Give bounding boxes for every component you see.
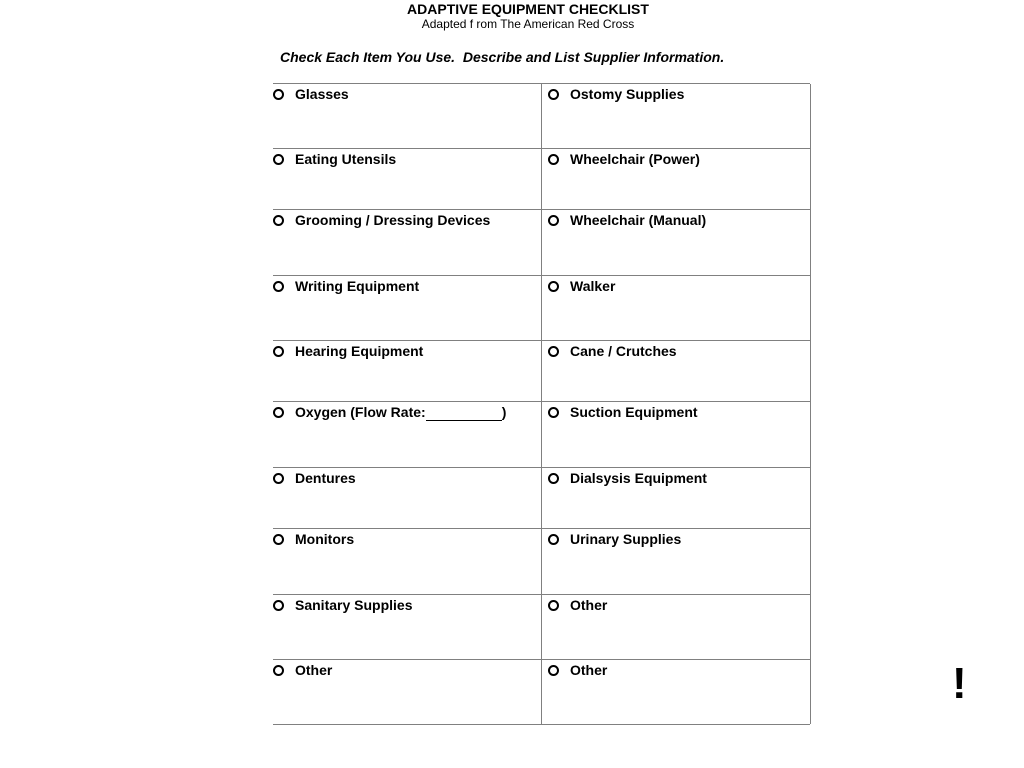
checklist-cell [542,84,810,148]
item-label: Wheelchair (Manual) [570,212,707,228]
item-label: Dentures [295,470,356,486]
item-label: Other [570,662,608,678]
item-label: Urinary Supplies [570,531,682,547]
page-title: ADAPTIVE EQUIPMENT CHECKLIST [407,1,649,17]
checkbox-circle-icon[interactable] [273,473,284,484]
checklist-cell [273,341,541,401]
checkbox-circle-icon[interactable] [273,600,284,611]
item-label: Sanitary Supplies [295,597,413,613]
checklist-cell [542,276,810,340]
checklist-cell [542,402,810,467]
item-label: Cane / Crutches [570,343,677,359]
checklist-cell [273,402,541,467]
checklist-row [273,660,810,725]
checklist-item [548,662,607,679]
flow-rate-blank[interactable] [426,407,502,421]
checkbox-circle-icon[interactable] [548,665,559,676]
checklist-row [273,276,810,341]
checklist-cell [542,149,810,209]
checkbox-circle-icon[interactable] [548,473,559,484]
checklist-item [273,470,356,487]
checklist-row [273,529,810,595]
item-label: Wheelchair (Power) [570,151,700,167]
checkbox-circle-icon[interactable] [548,281,559,292]
checklist-cell [542,660,810,725]
item-label: Ostomy Supplies [570,86,685,102]
checklist-row [273,210,810,276]
instruction-text: Check Each Item You Use. Describe and List Supplier Information. [280,49,725,65]
item-label: Other [570,597,608,613]
checklist-cell [273,660,541,725]
checkbox-circle-icon[interactable] [548,600,559,611]
checklist-cell [273,595,541,659]
checklist-item [548,151,700,168]
checklist-item [273,212,490,229]
equipment-checklist-table [273,83,810,725]
checklist-cell [273,276,541,340]
exclamation-mark: ! [952,659,967,708]
checklist-item [273,278,419,295]
checklist-cell [542,341,810,401]
checkbox-circle-icon[interactable] [273,346,284,357]
checklist-item [548,531,681,548]
checkbox-circle-icon[interactable] [548,407,559,418]
checklist-item [548,470,707,487]
item-label: Writing Equipment [295,278,420,294]
checkbox-circle-icon[interactable] [548,534,559,545]
table-right-border [810,84,811,724]
checklist-item [548,597,607,614]
checklist-item [548,404,698,421]
checklist-row [273,149,810,210]
checkbox-circle-icon[interactable] [273,665,284,676]
checklist-item [273,404,506,421]
checkbox-circle-icon[interactable] [273,534,284,545]
oxygen-label-prefix: Oxygen (Flow Rate: [295,404,426,420]
item-label-oxygen [295,404,506,421]
checklist-row [273,84,810,149]
oxygen-label-suffix: ) [501,404,507,420]
checklist-row [273,468,810,529]
checklist-row [273,595,810,660]
checkbox-circle-icon[interactable] [548,215,559,226]
checklist-cell [542,468,810,528]
checkbox-circle-icon[interactable] [273,407,284,418]
checkbox-circle-icon[interactable] [273,281,284,292]
checklist-cell [273,529,541,594]
checklist-item [273,86,349,103]
checklist-cell [542,595,810,659]
checklist-item [273,531,354,548]
item-label: Eating Utensils [295,151,397,167]
page-subtitle: Adapted f rom The American Red Cross [421,17,635,31]
checklist-item [548,212,706,229]
checkbox-circle-icon[interactable] [273,89,284,100]
item-label: Grooming / Dressing Devices [295,212,491,228]
checklist-item [273,151,396,168]
item-label: Suction Equipment [570,404,698,420]
checklist-item [548,86,684,103]
checklist-cell [273,210,541,275]
item-label: Hearing Equipment [295,343,424,359]
item-label: Monitors [295,531,355,547]
checklist-cell [273,84,541,148]
checkbox-circle-icon[interactable] [548,346,559,357]
checklist-item [548,343,677,360]
checklist-item [548,278,615,295]
item-label: Walker [570,278,616,294]
checklist-item [273,662,332,679]
checklist-cell [542,210,810,275]
item-label: Dialsysis Equipment [570,470,707,486]
checkbox-circle-icon[interactable] [273,154,284,165]
checklist-cell [542,529,810,594]
checklist-item [273,343,423,360]
checklist-row [273,402,810,468]
checkbox-circle-icon[interactable] [548,154,559,165]
checklist-cell [273,149,541,209]
checkbox-circle-icon[interactable] [548,89,559,100]
checklist-item [273,597,412,614]
item-label: Glasses [295,86,349,102]
checklist-cell [273,468,541,528]
checkbox-circle-icon[interactable] [273,215,284,226]
item-label: Other [295,662,333,678]
checklist-row [273,341,810,402]
